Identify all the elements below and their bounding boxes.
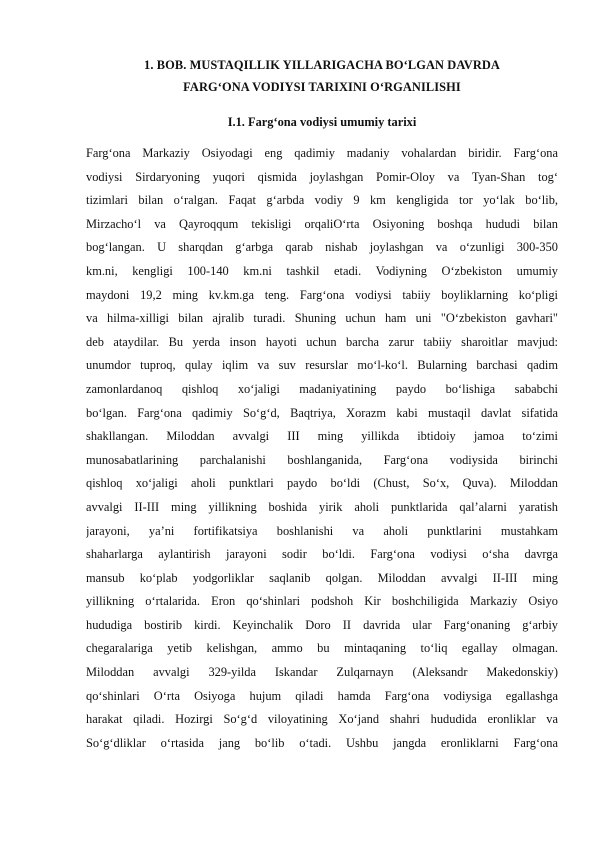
- paragraph-line: vodiysi Sirdaryoning yuqori qismida joylashgan Pomir-Oloy va Tyan-Shan tog‘: [86, 169, 558, 184]
- paragraph-line: So‘g‘dliklar o‘rtasida jang bo‘lib o‘tadi. Ushbu jangda eronliklarni Farg‘ona: [86, 735, 558, 750]
- chapter-title: [86, 54, 558, 98]
- chapter-title-line-2: FARG‘ONA VODIYSI TARIXINI O‘RGANILISHI: [183, 80, 461, 94]
- document-page: [86, 54, 558, 755]
- paragraph-line: munosabatlarining parchalanishi boshlanganida, Farg‘ona vodiysida birinchi: [86, 452, 558, 467]
- paragraph-line: yillikning o‘rtalarida. Eron qo‘shinlari podshoh Kir boshchiligida Markaziy Osiyo: [86, 594, 558, 609]
- paragraph-line: km.ni, kengligi 100-140 km.ni tashkil etadi. Vodiyning O‘zbekiston umumiy: [86, 263, 558, 278]
- paragraph-line: Farg‘ona Markaziy Osiyodagi eng qadimiy madaniy vohalardan biridir. Farg‘ona: [86, 146, 558, 160]
- paragraph-line: maydoni 19,2 ming kv.km.ga teng. Farg‘ona vodiysi tabiiy boyliklarning ko‘pligi: [86, 287, 558, 302]
- paragraph-line: tizimlari bilan o‘ralgan. Faqat g‘arbda vodiy 9 km kengligida tor yo‘lak bo‘lib,: [86, 193, 558, 208]
- paragraph-line: hududiga bostirib kirdi. Keyinchalik Doro II davrida ular Farg‘onaning g‘arbiy: [86, 617, 558, 632]
- paragraph-line: jarayoni, ya’ni fortifikatsiya boshlanishi va aholi punktlarini mustahkam: [86, 523, 558, 538]
- paragraph-line: va hilma-xilligi bilan ajralib turadi. Shuning uchun ham uni "O‘zbekiston gavhari": [86, 311, 558, 326]
- paragraph-line: harakat qiladi. Hozirgi So‘g‘d viloyatining Xo‘jand shahri hududida eronliklar va: [86, 712, 558, 727]
- chapter-title-line-1: 1. BOB. MUSTAQILLIK YILLARIGACHA BO‘LGAN DAVRDA: [144, 58, 500, 72]
- paragraph-line: qishloq xo‘jaligi aholi punktlari paydo bo‘ldi (Chust, So‘x, Quva). Miloddan: [86, 476, 558, 491]
- paragraph-line: bo‘lgan. Farg‘ona qadimiy So‘g‘d, Baqtriya, Xorazm kabi mustaqil davlat sifatida: [86, 405, 558, 420]
- paragraph-line: shaharlarga aylantirish jarayoni sodir bo‘ldi. Farg‘ona vodiysi o‘sha davrga: [86, 547, 558, 562]
- paragraph-line: Miloddan avvalgi 329-yilda Iskandar Zulqarnayn (Aleksandr Makedonskiy): [86, 665, 558, 680]
- paragraph-line: avvalgi II-III ming yillikning boshida yirik aholi punktlarida qal’alarni yaratish: [86, 499, 558, 514]
- paragraph-line: unumdor tuproq, qulay iqlim va suv resurslar mo‘l-ko‘l. Bularning barchasi qadim: [86, 358, 558, 373]
- paragraph-line: bog‘langan. U sharqdan g‘arbga qarab nishab joylashgan va o‘zunligi 300-350: [86, 240, 558, 255]
- paragraph-line: shakllangan. Miloddan avvalgi III ming yillikda ibtidoiy jamoa to‘zimi: [86, 429, 558, 444]
- paragraph-line: chegaralariga yetib kelishgan, ammo bu mintaqaning to‘liq egallay olmagan.: [86, 641, 558, 656]
- paragraph-line: qo‘shinlari O‘rta Osiyoga hujum qiladi hamda Farg‘ona vodiysiga egallashga: [86, 688, 558, 703]
- section-title: I.1. Farg‘ona vodiysi umumiy tarixi: [227, 115, 417, 129]
- paragraph-line: mansub ko‘plab yodgorliklar saqlanib qolgan. Miloddan avvalgi II-III ming: [86, 570, 558, 585]
- body-paragraph: [86, 142, 558, 755]
- paragraph-line: deb ataydilar. Bu yerda inson hayoti uchun barcha zarur tabiiy sharoitlar mavjud:: [86, 334, 558, 349]
- paragraph-line: zamonlardanoq qishloq xo‘jaligi madaniyatining paydo bo‘lishiga sababchi: [86, 381, 558, 396]
- paragraph-line: Mirzacho‘l va Qayroqqum tekisligi orqaliO‘rta Osiyoning boshqa hududi bilan: [86, 216, 558, 231]
